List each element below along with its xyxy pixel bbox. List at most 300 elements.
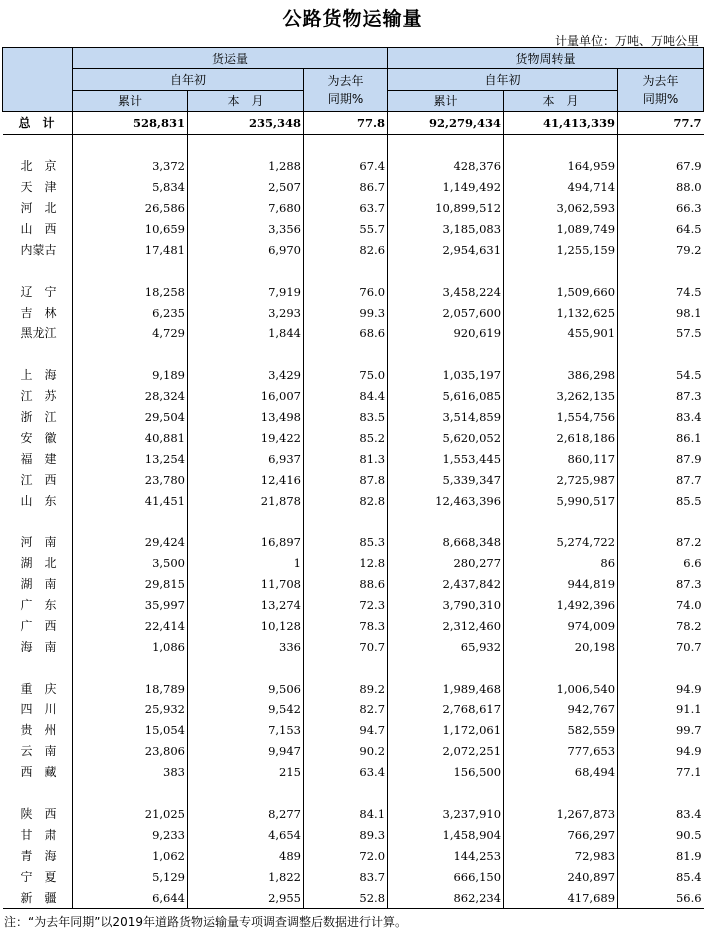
- spacer-cell: [388, 260, 504, 281]
- table-row: [3, 407, 704, 428]
- cell-turn-yoy: 74.0: [675, 598, 702, 613]
- cell-vol-ytd: 41,451: [73, 490, 188, 511]
- cell-vol-ytd: 26,586: [73, 198, 188, 219]
- row-name: 浙 江: [3, 407, 73, 428]
- cell-turn-ytd: 2,057,600: [388, 302, 504, 323]
- row-name: 四 川: [3, 699, 73, 720]
- cell-turn-ytd: 12,463,396: [388, 490, 504, 511]
- cell-turn-yoy: 91.1: [675, 702, 702, 717]
- spacer-row: [3, 657, 704, 678]
- row-name: 重 庆: [3, 678, 73, 699]
- spacer-cell: [188, 135, 304, 156]
- row-name: 广 东: [3, 595, 73, 616]
- cell-vol-ytd: 25,932: [73, 699, 188, 720]
- cell-turn-ytd: 5,616,085: [388, 386, 504, 407]
- cell-turn-month: 41,413,339: [504, 112, 618, 135]
- cell-vol-ytd: 1,086: [73, 636, 188, 657]
- spacer-cell: [504, 511, 618, 532]
- cell-vol-month: 4,654: [188, 824, 304, 845]
- cell-vol-yoy: 63.7: [304, 198, 388, 219]
- spacer-cell: [73, 511, 188, 532]
- spacer-cell: [3, 344, 73, 365]
- cell-turn-ytd: 920,619: [388, 323, 504, 344]
- spacer-cell: [304, 260, 388, 281]
- table-row: [3, 239, 704, 260]
- cell-vol-month: 215: [188, 762, 304, 783]
- cell-vol-month: 16,897: [188, 532, 304, 553]
- cell-turn-yoy: 86.1: [675, 430, 702, 445]
- cell-turn-ytd: 3,514,859: [388, 407, 504, 428]
- header-vol-ytd-line1: 自年初: [73, 69, 304, 91]
- table-row: [3, 219, 704, 240]
- row-name: 北 京: [3, 156, 73, 177]
- cell-turn-month: 2,618,186: [504, 427, 618, 448]
- cell-vol-yoy: 85.2: [304, 427, 388, 448]
- spacer-cell: [388, 511, 504, 532]
- cell-vol-yoy: 75.0: [304, 365, 388, 386]
- cell-turn-ytd: 2,072,251: [388, 741, 504, 762]
- cell-vol-yoy: 76.0: [304, 281, 388, 302]
- cell-turn-yoy: 56.6: [618, 887, 704, 908]
- cell-vol-month: 16,007: [188, 386, 304, 407]
- cell-turn-ytd: 3,185,083: [388, 219, 504, 240]
- row-name: 福 建: [3, 448, 73, 469]
- table-row: [3, 678, 704, 699]
- spacer-cell: [3, 260, 73, 281]
- cell-turn-month: 766,297: [504, 824, 618, 845]
- row-name: 江 苏: [3, 386, 73, 407]
- row-name: 云 南: [3, 741, 73, 762]
- cell-turn-yoy: 77.1: [675, 765, 702, 780]
- spacer-cell: [304, 135, 388, 156]
- row-name: 总 计: [3, 112, 73, 135]
- table-row: [3, 824, 704, 845]
- table-row: [3, 595, 704, 616]
- cell-vol-month: 3,356: [188, 219, 304, 240]
- spacer-cell: [388, 783, 504, 804]
- cell-vol-month: 11,708: [188, 574, 304, 595]
- cell-turn-ytd: 3,790,310: [388, 595, 504, 616]
- cell-vol-yoy: 88.6: [304, 574, 388, 595]
- header-freight-turnover: 货物周转量: [388, 48, 704, 69]
- spacer-cell: [504, 135, 618, 156]
- cell-vol-month: 489: [188, 845, 304, 866]
- cell-turn-month: 942,767: [504, 699, 618, 720]
- spacer-cell: [618, 511, 704, 532]
- row-name: 内蒙古: [3, 239, 73, 260]
- row-name: 河 南: [3, 532, 73, 553]
- table-row: [3, 532, 704, 553]
- cell-vol-yoy: 90.2: [304, 741, 388, 762]
- cell-vol-month: 7,680: [188, 198, 304, 219]
- cell-turn-month: 5,990,517: [504, 490, 618, 511]
- cell-vol-ytd: 23,806: [73, 741, 188, 762]
- footnote: 注：“为去年同期”以2019年道路货物运输量专项调查调整后数据进行计算。: [4, 915, 407, 929]
- cell-turn-ytd: 2,437,842: [388, 574, 504, 595]
- cell-vol-month: 2,955: [188, 887, 304, 908]
- cell-vol-yoy: 72.3: [304, 595, 388, 616]
- cell-vol-month: 7,919: [188, 281, 304, 302]
- cell-turn-yoy: 87.3: [675, 577, 702, 592]
- cell-turn-ytd: 280,277: [388, 553, 504, 574]
- spacer-cell: [188, 511, 304, 532]
- cell-turn-month: 1,255,159: [504, 239, 618, 260]
- cell-vol-month: 1,844: [188, 323, 304, 344]
- spacer-cell: [504, 344, 618, 365]
- cell-vol-yoy: 83.5: [304, 407, 388, 428]
- cell-vol-ytd: 23,780: [73, 469, 188, 490]
- table-row: [3, 720, 704, 741]
- cell-vol-yoy: 83.7: [304, 866, 388, 887]
- cell-turn-month: 417,689: [504, 887, 618, 908]
- cell-turn-ytd: 1,035,197: [388, 365, 504, 386]
- cell-vol-month: 1: [188, 553, 304, 574]
- cell-vol-yoy: 63.4: [304, 762, 388, 783]
- cell-turn-yoy: 64.5: [675, 222, 702, 236]
- table-row: [3, 177, 704, 198]
- cell-turn-yoy: 88.0: [675, 180, 702, 195]
- row-name: 青 海: [3, 845, 73, 866]
- cell-turn-month: 386,298: [504, 365, 618, 386]
- cell-vol-month: 235,348: [188, 112, 304, 135]
- table-row: [3, 699, 704, 720]
- table-row: [3, 887, 704, 908]
- cell-vol-month: 1,822: [188, 866, 304, 887]
- cell-turn-yoy: 79.2: [675, 242, 702, 257]
- cell-turn-month: 777,653: [504, 741, 618, 762]
- cell-turn-month: 3,062,593: [504, 198, 618, 219]
- header-vol-yoy-line1: 为去年: [327, 74, 364, 88]
- cell-turn-yoy: 81.9: [675, 848, 702, 863]
- cell-vol-yoy: 52.8: [304, 887, 388, 908]
- cell-vol-yoy: 94.7: [304, 720, 388, 741]
- cell-turn-month: 72,983: [504, 845, 618, 866]
- spacer-cell: [188, 260, 304, 281]
- cell-turn-month: 164,959: [504, 156, 618, 177]
- cell-turn-month: 1,492,396: [504, 595, 618, 616]
- spacer-cell: [304, 657, 388, 678]
- table-row: [3, 448, 704, 469]
- cell-vol-month: 8,277: [188, 804, 304, 825]
- cell-turn-ytd: 1,458,904: [388, 824, 504, 845]
- cell-vol-yoy: 81.3: [304, 448, 388, 469]
- spacer-cell: [73, 657, 188, 678]
- cell-turn-ytd: 8,668,348: [388, 532, 504, 553]
- cell-vol-yoy: 99.3: [304, 302, 388, 323]
- spacer-row: [3, 783, 704, 804]
- row-name: 上 海: [3, 365, 73, 386]
- row-name: 宁 夏: [3, 866, 73, 887]
- cell-vol-ytd: 383: [73, 762, 188, 783]
- table-row: [3, 490, 704, 511]
- cell-turn-ytd: 10,899,512: [388, 198, 504, 219]
- cell-turn-yoy: 74.5: [675, 284, 702, 299]
- cell-turn-month: 860,117: [504, 448, 618, 469]
- header-turn-yoy-line1: 为去年: [642, 74, 679, 88]
- cell-turn-yoy: 87.7: [675, 472, 702, 487]
- cell-turn-month: 944,819: [504, 574, 618, 595]
- table-row: [3, 741, 704, 762]
- cell-vol-month: 9,506: [188, 678, 304, 699]
- row-name: 山 东: [3, 490, 73, 511]
- cell-vol-month: 1,288: [188, 156, 304, 177]
- cell-turn-yoy: 77.7: [618, 112, 704, 135]
- cell-turn-yoy: 54.5: [675, 368, 702, 383]
- cell-turn-month: 86: [504, 553, 618, 574]
- cell-turn-ytd: 5,339,347: [388, 469, 504, 490]
- cell-vol-ytd: 22,414: [73, 615, 188, 636]
- cell-turn-month: 582,559: [504, 720, 618, 741]
- cell-vol-month: 336: [188, 636, 304, 657]
- table-row: [3, 574, 704, 595]
- table-header: [3, 48, 704, 112]
- cell-turn-yoy: 90.5: [675, 827, 702, 842]
- cell-turn-ytd: 3,237,910: [388, 804, 504, 825]
- cell-vol-yoy: 67.4: [304, 156, 388, 177]
- cell-turn-month: 1,006,540: [504, 678, 618, 699]
- cell-vol-ytd: 13,254: [73, 448, 188, 469]
- row-name: 西 藏: [3, 762, 73, 783]
- header-stub: [3, 48, 73, 112]
- row-name: 江 西: [3, 469, 73, 490]
- cell-vol-yoy: 78.3: [304, 615, 388, 636]
- cell-turn-month: 2,725,987: [504, 469, 618, 490]
- header-turn-ytd-line1: 自年初: [388, 69, 618, 91]
- cell-vol-yoy: 82.6: [304, 239, 388, 260]
- header-turn-yoy: [618, 69, 704, 112]
- cell-turn-ytd: 428,376: [388, 156, 504, 177]
- cell-vol-ytd: 29,815: [73, 574, 188, 595]
- header-freight-volume: 货运量: [73, 48, 388, 69]
- spacer-cell: [3, 657, 73, 678]
- cell-turn-yoy: 87.2: [675, 535, 702, 550]
- total-row: [3, 112, 704, 135]
- spacer-cell: [618, 657, 704, 678]
- cell-vol-ytd: 40,881: [73, 427, 188, 448]
- cell-turn-ytd: 156,500: [388, 762, 504, 783]
- cell-vol-yoy: 77.8: [304, 112, 388, 135]
- row-name: 甘 肃: [3, 824, 73, 845]
- table-body: [3, 112, 704, 909]
- row-name: 河 北: [3, 198, 73, 219]
- cell-turn-ytd: 1,553,445: [388, 448, 504, 469]
- row-name: 山 西: [3, 219, 73, 240]
- cell-turn-ytd: 2,768,617: [388, 699, 504, 720]
- cell-vol-month: 10,128: [188, 615, 304, 636]
- cell-vol-month: 19,422: [188, 427, 304, 448]
- cell-vol-ytd: 28,324: [73, 386, 188, 407]
- cell-vol-yoy: 68.6: [304, 323, 388, 344]
- table-row: [3, 553, 704, 574]
- row-name: 天 津: [3, 177, 73, 198]
- spacer-cell: [304, 783, 388, 804]
- cell-turn-yoy: 98.1: [675, 305, 702, 320]
- cell-vol-month: 3,429: [188, 365, 304, 386]
- unit-label: 计量单位：万吨、万吨公里: [554, 34, 699, 48]
- cell-turn-month: 1,132,625: [504, 302, 618, 323]
- spacer-cell: [304, 344, 388, 365]
- row-name: 辽 宁: [3, 281, 73, 302]
- cell-turn-yoy: 83.4: [675, 806, 702, 821]
- spacer-row: [3, 135, 704, 156]
- cell-turn-ytd: 92,279,434: [388, 112, 504, 135]
- cell-vol-ytd: 3,500: [73, 553, 188, 574]
- cell-turn-month: 3,262,135: [504, 386, 618, 407]
- cell-vol-ytd: 21,025: [73, 804, 188, 825]
- header-vol-ytd-line2: 累计: [73, 91, 188, 112]
- cell-vol-yoy: 12.8: [304, 553, 388, 574]
- cell-turn-yoy: 85.5: [675, 493, 702, 508]
- cell-turn-month: 974,009: [504, 615, 618, 636]
- spacer-cell: [388, 657, 504, 678]
- row-name: 安 徽: [3, 427, 73, 448]
- cell-turn-ytd: 666,150: [388, 866, 504, 887]
- row-name: 陕 西: [3, 804, 73, 825]
- cell-turn-yoy: 87.3: [675, 389, 702, 404]
- cell-vol-ytd: 5,834: [73, 177, 188, 198]
- cell-turn-month: 494,714: [504, 177, 618, 198]
- cell-vol-yoy: 82.7: [304, 699, 388, 720]
- row-name: 吉 林: [3, 302, 73, 323]
- table-row: [3, 804, 704, 825]
- cell-vol-yoy: 82.8: [304, 490, 388, 511]
- cell-vol-yoy: 72.0: [304, 845, 388, 866]
- spacer-cell: [73, 344, 188, 365]
- spacer-cell: [188, 783, 304, 804]
- cell-turn-ytd: 1,172,061: [388, 720, 504, 741]
- cell-turn-month: 20,198: [504, 636, 618, 657]
- page-title: 公路货物运输量: [282, 8, 423, 30]
- cell-turn-month: 1,554,756: [504, 407, 618, 428]
- spacer-cell: [3, 511, 73, 532]
- cell-vol-ytd: 6,644: [73, 887, 188, 908]
- cell-vol-ytd: 29,424: [73, 532, 188, 553]
- spacer-cell: [618, 344, 704, 365]
- table-row: [3, 198, 704, 219]
- table-row: [3, 762, 704, 783]
- cell-turn-yoy: 99.7: [675, 723, 702, 738]
- spacer-cell: [618, 783, 704, 804]
- header-vol-yoy: [304, 69, 388, 112]
- cell-vol-ytd: 17,481: [73, 239, 188, 260]
- cell-turn-ytd: 1,989,468: [388, 678, 504, 699]
- spacer-cell: [73, 260, 188, 281]
- cell-vol-month: 13,498: [188, 407, 304, 428]
- spacer-row: [3, 260, 704, 281]
- cell-turn-yoy: 94.9: [675, 681, 702, 696]
- spacer-cell: [504, 783, 618, 804]
- row-name: 湖 北: [3, 553, 73, 574]
- cell-turn-ytd: 3,458,224: [388, 281, 504, 302]
- header-turn-month: 本 月: [504, 91, 618, 112]
- header-vol-month: 本 月: [188, 91, 304, 112]
- cell-turn-month: 455,901: [504, 323, 618, 344]
- cell-vol-ytd: 9,189: [73, 365, 188, 386]
- header-turn-yoy-line2: 同期%: [642, 92, 679, 106]
- spacer-cell: [188, 344, 304, 365]
- cell-turn-yoy: 87.9: [675, 451, 702, 466]
- spacer-cell: [188, 657, 304, 678]
- cell-turn-month: 68,494: [504, 762, 618, 783]
- spacer-cell: [618, 135, 704, 156]
- spacer-cell: [618, 260, 704, 281]
- spacer-cell: [504, 657, 618, 678]
- cell-turn-month: 1,089,749: [504, 219, 618, 240]
- table-row: [3, 302, 704, 323]
- cell-vol-ytd: 3,372: [73, 156, 188, 177]
- cell-vol-month: 6,970: [188, 239, 304, 260]
- cell-vol-yoy: 87.8: [304, 469, 388, 490]
- spacer-cell: [73, 783, 188, 804]
- header-turn-ytd-line2: 累计: [388, 91, 504, 112]
- cell-vol-yoy: 89.2: [304, 678, 388, 699]
- cell-turn-month: 5,274,722: [504, 532, 618, 553]
- header-vol-yoy-line2: 同期%: [327, 92, 364, 106]
- cell-turn-ytd: 144,253: [388, 845, 504, 866]
- cell-turn-yoy: 57.5: [675, 326, 702, 341]
- table-row: [3, 365, 704, 386]
- cell-turn-ytd: 862,234: [388, 887, 504, 908]
- cell-vol-ytd: 528,831: [73, 112, 188, 135]
- spacer-cell: [388, 135, 504, 156]
- cell-vol-yoy: 89.3: [304, 824, 388, 845]
- row-name: 新 疆: [3, 887, 73, 908]
- cell-vol-ytd: 10,659: [73, 219, 188, 240]
- cell-vol-yoy: 70.7: [304, 636, 388, 657]
- cell-vol-month: 3,293: [188, 302, 304, 323]
- cell-turn-yoy: 83.4: [675, 410, 702, 425]
- table-row: [3, 615, 704, 636]
- row-name: 贵 州: [3, 720, 73, 741]
- cell-turn-yoy: 85.4: [675, 869, 702, 884]
- cell-turn-yoy: 6.6: [683, 556, 702, 571]
- cell-turn-ytd: 2,312,460: [388, 615, 504, 636]
- cell-vol-month: 6,937: [188, 448, 304, 469]
- cell-turn-month: 1,509,660: [504, 281, 618, 302]
- cell-turn-ytd: 2,954,631: [388, 239, 504, 260]
- cell-vol-ytd: 18,789: [73, 678, 188, 699]
- cell-vol-month: 13,274: [188, 595, 304, 616]
- spacer-cell: [504, 260, 618, 281]
- table-row: [3, 156, 704, 177]
- cell-turn-yoy: 94.9: [675, 744, 702, 759]
- cell-vol-ytd: 4,729: [73, 323, 188, 344]
- row-name: 海 南: [3, 636, 73, 657]
- cell-vol-month: 12,416: [188, 469, 304, 490]
- cell-vol-ytd: 18,258: [73, 281, 188, 302]
- cell-vol-yoy: 85.3: [304, 532, 388, 553]
- cell-turn-ytd: 65,932: [388, 636, 504, 657]
- cell-vol-ytd: 35,997: [73, 595, 188, 616]
- cell-turn-yoy: 66.3: [675, 201, 702, 216]
- table-row: [3, 636, 704, 657]
- cell-vol-ytd: 9,233: [73, 824, 188, 845]
- cell-vol-month: 21,878: [188, 490, 304, 511]
- cell-vol-ytd: 6,235: [73, 302, 188, 323]
- row-name: 黑龙江: [3, 323, 73, 344]
- table-row: [3, 845, 704, 866]
- freight-table: [2, 47, 704, 909]
- cell-turn-ytd: 1,149,492: [388, 177, 504, 198]
- spacer-cell: [3, 135, 73, 156]
- cell-turn-yoy: 78.2: [675, 618, 702, 633]
- cell-vol-ytd: 5,129: [73, 866, 188, 887]
- spacer-cell: [388, 344, 504, 365]
- cell-turn-month: 1,267,873: [504, 804, 618, 825]
- table-row: [3, 427, 704, 448]
- cell-turn-yoy: 67.9: [675, 159, 702, 174]
- spacer-cell: [304, 511, 388, 532]
